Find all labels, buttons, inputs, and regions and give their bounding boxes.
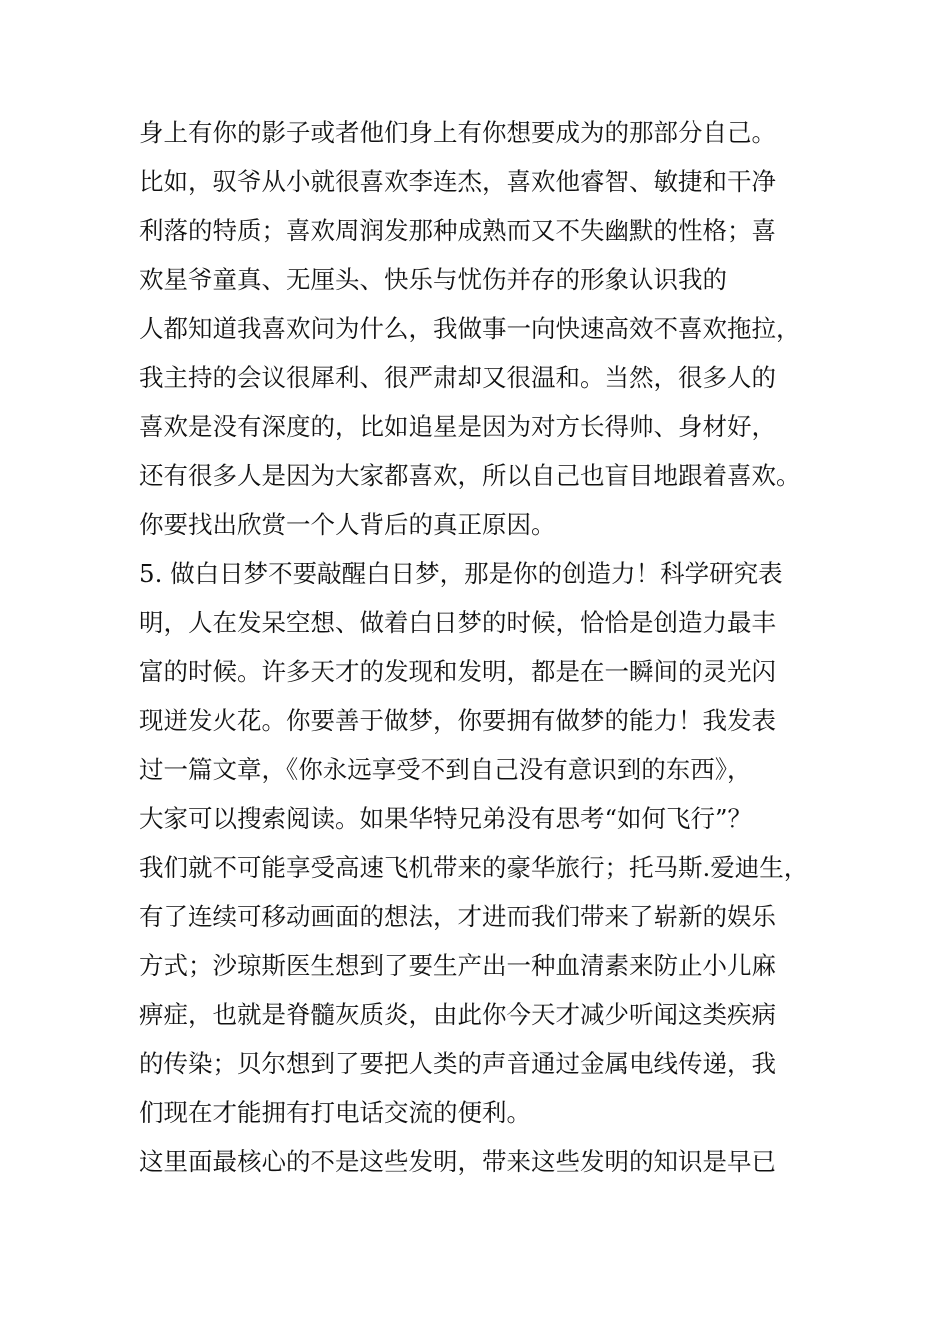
- text-line: 身上有你的影子或者他们身上有你想要成为的那部分自己。: [139, 118, 776, 147]
- text-line: 方式；沙琼斯医生想到了要生产出一种血清素来防止小儿麻: [139, 951, 776, 980]
- text-line: 你要找出欣赏一个人背后的真正原因。: [139, 510, 556, 539]
- text-line: 欢星爷童真、无厘头、快乐与忧伤并存的形象认识我的: [139, 265, 727, 294]
- text-line: 比如，驭爷从小就很喜欢李连杰，喜欢他睿智、敏捷和干净: [139, 167, 776, 196]
- text-line: 喜欢是没有深度的，比如追星是因为对方长得帅、身材好，: [139, 412, 776, 441]
- text-line: 现迸发火花。你要善于做梦，你要拥有做梦的能力！我发表: [139, 706, 776, 735]
- text-line: 有了连续可移动画面的想法，才进而我们带来了崭新的娱乐: [139, 902, 776, 931]
- text-line: 利落的特质；喜欢周润发那种成熟而又不失幽默的性格；喜: [139, 216, 776, 245]
- text-line: 人都知道我喜欢问为什么，我做事一向快速高效不喜欢拖拉，: [139, 314, 801, 343]
- text-line: 过一篇文章，《你永远享受不到自己没有意识到的东西》，: [139, 755, 752, 784]
- body-text: [139, 108, 829, 1186]
- text-line: 们现在才能拥有打电话交流的便利。: [139, 1098, 531, 1127]
- text-line: 痹症，也就是脊髓灰质炎，由此你今天才减少听闻这类疾病: [139, 1000, 776, 1029]
- text-line: 还有很多人是因为大家都喜欢，所以自己也盲目地跟着喜欢。: [139, 461, 801, 490]
- text-line: 大家可以搜索阅读。如果华特兄弟没有思考“如何飞行”？: [139, 804, 753, 833]
- text-line: 我们就不可能享受高速飞机带来的豪华旅行；托马斯.爱迪生，: [139, 853, 809, 882]
- text-line: 我主持的会议很犀利、很严肃却又很温和。当然，很多人的: [139, 363, 776, 392]
- text-line: 明，人在发呆空想、做着白日梦的时候，恰恰是创造力最丰: [139, 608, 776, 637]
- numbered-item-line: 5. 做白日梦不要敲醒白日梦，那是你的创造力！科学研究表: [139, 559, 783, 588]
- text-line: 富的时候。许多天才的发现和发明，都是在一瞬间的灵光闪: [139, 657, 776, 686]
- text-line: 的传染；贝尔想到了要把人类的声音通过金属电线传递，我: [139, 1049, 776, 1078]
- text-line: 这里面最核心的不是这些发明，带来这些发明的知识是早已: [139, 1147, 776, 1176]
